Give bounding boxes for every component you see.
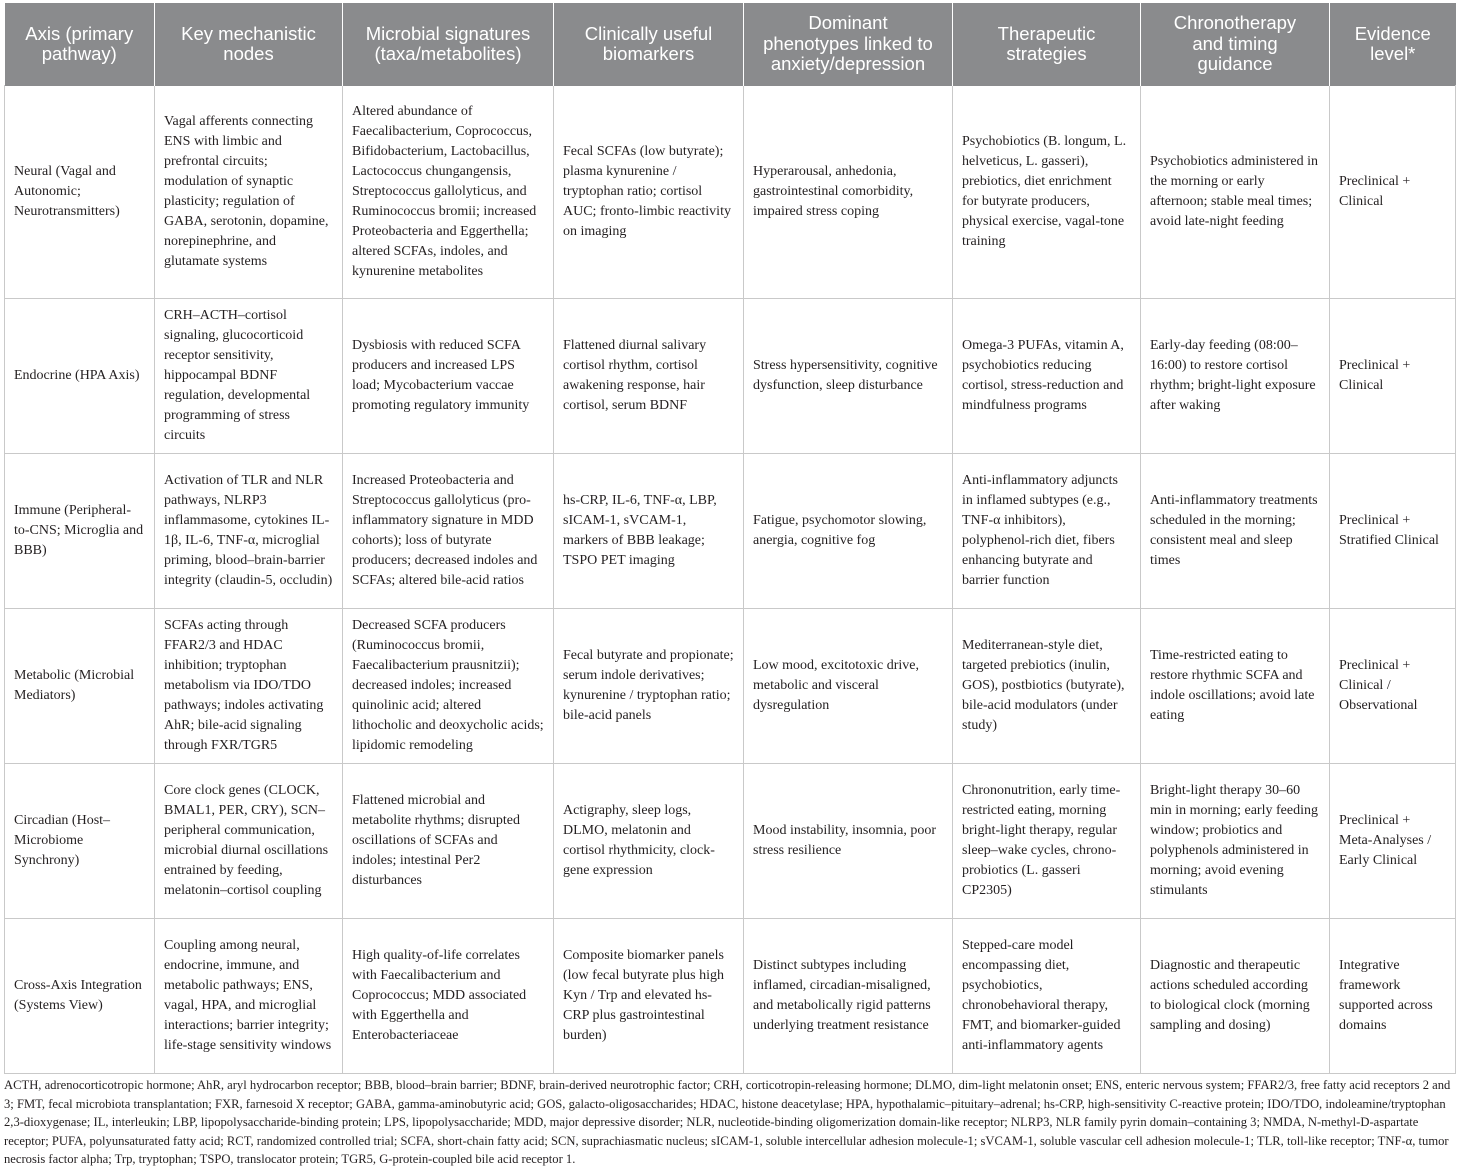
cell-evidence: Integrative framework supported across domains xyxy=(1330,919,1456,1074)
cell-strategies: Anti-inflammatory adjuncts in inflamed subtypes (e.g., TNF-α inhibitors), polyphenol-rich diet, fibers enhancing butyrate and barrier function xyxy=(953,454,1141,609)
cell-strategies: Stepped-care model encompassing diet, psychobiotics, chronobehavioral therapy, FMT, and biomarker-guided anti-inflammatory agents xyxy=(953,919,1141,1074)
cell-timing: Anti-inflammatory treatments scheduled in the morning; consistent meal and sleep times xyxy=(1141,454,1330,609)
cell-timing: Diagnostic and therapeutic actions scheduled according to biological clock (morning sampling and dosing) xyxy=(1141,919,1330,1074)
cell-signatures: Increased Proteobacteria and Streptococcus gallolyticus (pro-inflammatory signature in MDD cohorts); loss of butyrate producers; decreased indoles and SCFAs; altered bile-acid ratios xyxy=(343,454,554,609)
header-signatures: Microbial signatures (taxa/metabolites) xyxy=(343,3,554,86)
cell-evidence: Preclinical + Clinical xyxy=(1330,299,1456,454)
header-row xyxy=(5,3,1456,86)
cell-strategies: Omega-3 PUFAs, vitamin A, psychobiotics reducing cortisol, stress-reduction and mindfulness programs xyxy=(953,299,1141,454)
header-phenotypes: Dominant phenotypes linked to anxiety/depression xyxy=(744,3,953,86)
cell-signatures: Dysbiosis with reduced SCFA producers and increased LPS load; Mycobacterium vaccae promoting regulatory immunity xyxy=(343,299,554,454)
table-row xyxy=(5,454,1456,609)
table-row xyxy=(5,919,1456,1074)
cell-biomarkers: Fecal butyrate and propionate; serum indole derivatives; kynurenine / tryptophan ratio; bile-acid panels xyxy=(554,609,744,764)
cell-strategies: Psychobiotics (B. longum, L. helveticus, L. gasseri), prebiotics, diet enrichment for butyrate producers, physical exercise, vagal-tone training xyxy=(953,86,1141,299)
cell-biomarkers: hs-CRP, IL-6, TNF-α, LBP, sICAM-1, sVCAM-1, markers of BBB leakage; TSPO PET imaging xyxy=(554,454,744,609)
cell-timing: Time-restricted eating to restore rhythmic SCFA and indole oscillations; avoid late eating xyxy=(1141,609,1330,764)
cell-phenotypes: Low mood, excitotoxic drive, metabolic and visceral dysregulation xyxy=(744,609,953,764)
cell-evidence: Preclinical + Stratified Clinical xyxy=(1330,454,1456,609)
cell-nodes: CRH–ACTH–cortisol signaling, glucocorticoid receptor sensitivity, hippocampal BDNF regulation, developmental programming of stress circuits xyxy=(155,299,343,454)
header-axis: Axis (primary pathway) xyxy=(5,3,155,86)
cell-strategies: Chrononutrition, early time-restricted eating, morning bright-light therapy, regular sleep–wake cycles, chrono-probiotics (L. gasseri CP2305) xyxy=(953,764,1141,919)
cell-nodes: Vagal afferents connecting ENS with limbic and prefrontal circuits; modulation of synaptic plasticity; regulation of GABA, serotonin, dopamine, norepinephrine, and glutamate systems xyxy=(155,86,343,299)
table-row xyxy=(5,299,1456,454)
cell-biomarkers: Flattened diurnal salivary cortisol rhythm, cortisol awakening response, hair cortisol, serum BDNF xyxy=(554,299,744,454)
cell-axis: Metabolic (Microbial Mediators) xyxy=(5,609,155,764)
header-strategies: Therapeutic strategies xyxy=(953,3,1141,86)
cell-axis: Cross-Axis Integration (Systems View) xyxy=(5,919,155,1074)
header-timing: Chronotherapy and timing guidance xyxy=(1141,3,1330,86)
cell-timing: Psychobiotics administered in the morning or early afternoon; stable meal times; avoid late-night feeding xyxy=(1141,86,1330,299)
cell-signatures: High quality-of-life correlates with Faecalibacterium and Coprococcus; MDD associated with Eggerthella and Enterobacteriaceae xyxy=(343,919,554,1074)
cell-strategies: Mediterranean-style diet, targeted prebiotics (inulin, GOS), postbiotics (butyrate), bile-acid modulators (under study) xyxy=(953,609,1141,764)
table-row xyxy=(5,764,1456,919)
table-row xyxy=(5,86,1456,299)
cell-phenotypes: Mood instability, insomnia, poor stress resilience xyxy=(744,764,953,919)
axis-summary-table xyxy=(4,3,1456,1074)
header-evidence: Evidence level* xyxy=(1330,3,1456,86)
table-body xyxy=(5,86,1456,1074)
abbreviations-footnote: ACTH, adrenocorticotropic hormone; AhR, aryl hydrocarbon receptor; BBB, blood–brain barrier; BDNF, brain-derived neurotrophic factor; CRH, corticotropin-releasing hormone; DLMO, dim-light melatonin onset; ENS, enteric nervous system; FFAR2/3, free fatty acid receptors 2 and 3; FMT, fecal microbiota transplantation; FXR, farnesoid X receptor; GABA, gamma-aminobutyric acid; GOS, galacto-oligosaccharides; HDAC, histone deacetylase; HPA, hypothalamic–pituitary–adrenal; hs-CRP, high-sensitivity C-reactive protein; IDO/TDO, indoleamine/tryptophan 2,3-dioxygenase; IL, interleukin; LBP, lipopolysaccharide-binding protein; LPS, lipopolysaccharide; MDD, major depressive disorder; NLR, nucleotide-binding oligomerization domain-like receptor; NLRP3, NLR family pyrin domain–containing 3; NMDA, N-methyl-D-aspartate receptor; PUFA, polyunsaturated fatty acid; RCT, randomized controlled trial; SCFA, short-chain fatty acid; SCN, suprachiasmatic nucleus; sICAM-1, soluble intercellular adhesion molecule-1; sVCAM-1, soluble vascular cell adhesion molecule-1; TLR, toll-like receptor; TNF-α, tumor necrosis factor alpha; Trp, tryptophan; TSPO, translocator protein; TGR5, G-protein-coupled bile acid receptor 1. xyxy=(4,1078,1451,1167)
cell-signatures: Flattened microbial and metabolite rhythms; disrupted oscillations of SCFAs and indoles; intestinal Per2 disturbances xyxy=(343,764,554,919)
cell-evidence: Preclinical + Clinical xyxy=(1330,86,1456,299)
cell-nodes: SCFAs acting through FFAR2/3 and HDAC inhibition; tryptophan metabolism via IDO/TDO pathways; indoles activating AhR; bile-acid signaling through FXR/TGR5 xyxy=(155,609,343,764)
cell-axis: Circadian (Host–Microbiome Synchrony) xyxy=(5,764,155,919)
cell-evidence: Preclinical + Clinical / Observational xyxy=(1330,609,1456,764)
cell-axis: Endocrine (HPA Axis) xyxy=(5,299,155,454)
cell-phenotypes: Distinct subtypes including inflamed, circadian-misaligned, and metabolically rigid patterns underlying treatment resistance xyxy=(744,919,953,1074)
cell-nodes: Activation of TLR and NLR pathways, NLRP3 inflammasome, cytokines IL-1β, IL-6, TNF-α, microglial priming, blood–brain-barrier integrity (claudin-5, occludin) xyxy=(155,454,343,609)
cell-timing: Bright-light therapy 30–60 min in morning; early feeding window; probiotics and polyphenols administered in morning; avoid evening stimulants xyxy=(1141,764,1330,919)
cell-axis: Neural (Vagal and Autonomic; Neurotransmitters) xyxy=(5,86,155,299)
cell-signatures: Altered abundance of Faecalibacterium, Coprococcus, Bifidobacterium, Lactobacillus, Lactococcus chungangensis, Streptococcus gallolyticus, and Ruminococcus bromii; increased Proteobacteria and Eggerthella; altered SCFAs, indoles, and kynurenine metabolites xyxy=(343,86,554,299)
table-container xyxy=(4,3,1455,1074)
cell-biomarkers: Actigraphy, sleep logs, DLMO, melatonin and cortisol rhythmicity, clock-gene expression xyxy=(554,764,744,919)
cell-signatures: Decreased SCFA producers (Ruminococcus bromii, Faecalibacterium prausnitzii); decreased indoles; increased quinolinic acid; altered lithocholic and deoxycholic acids; lipidomic remodeling xyxy=(343,609,554,764)
header-nodes: Key mechanistic nodes xyxy=(155,3,343,86)
table-row xyxy=(5,609,1456,764)
cell-biomarkers: Composite biomarker panels (low fecal butyrate plus high Kyn / Trp and elevated hs-CRP plus gastrointestinal burden) xyxy=(554,919,744,1074)
table-header xyxy=(5,3,1456,86)
cell-nodes: Core clock genes (CLOCK, BMAL1, PER, CRY), SCN–peripheral communication, microbial diurnal oscillations entrained by feeding, melatonin–cortisol coupling xyxy=(155,764,343,919)
cell-nodes: Coupling among neural, endocrine, immune, and metabolic pathways; ENS, vagal, HPA, and microglial interactions; barrier integrity; life-stage sensitivity windows xyxy=(155,919,343,1074)
cell-evidence: Preclinical + Meta-Analyses / Early Clinical xyxy=(1330,764,1456,919)
cell-phenotypes: Hyperarousal, anhedonia, gastrointestinal comorbidity, impaired stress coping xyxy=(744,86,953,299)
header-biomarkers: Clinically useful biomarkers xyxy=(554,3,744,86)
cell-phenotypes: Fatigue, psychomotor slowing, anergia, cognitive fog xyxy=(744,454,953,609)
cell-axis: Immune (Peripheral-to-CNS; Microglia and BBB) xyxy=(5,454,155,609)
cell-phenotypes: Stress hypersensitivity, cognitive dysfunction, sleep disturbance xyxy=(744,299,953,454)
cell-timing: Early-day feeding (08:00–16:00) to restore cortisol rhythm; bright-light exposure after waking xyxy=(1141,299,1330,454)
cell-biomarkers: Fecal SCFAs (low butyrate); plasma kynurenine / tryptophan ratio; cortisol AUC; fronto-limbic reactivity on imaging xyxy=(554,86,744,299)
